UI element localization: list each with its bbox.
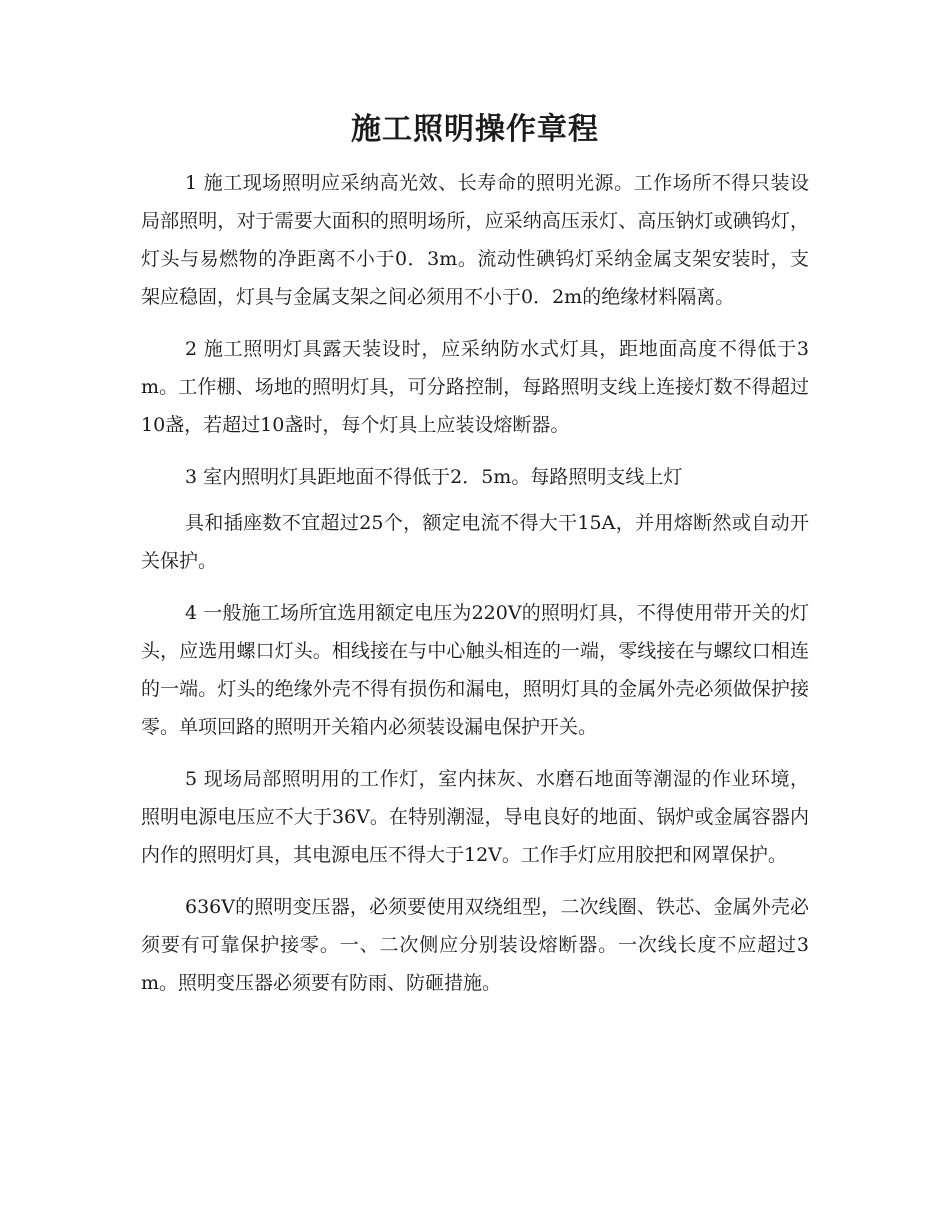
paragraph-2: 2 施工照明灯具露天装设时，应采纳防水式灯具，距地面高度不得低于3m。工作棚、场地的照明灯具，可分路控制，每路照明支线上连接灯数不得超过10盏，若超过10盏时，每个灯具上应装设熔断器。 [141,338,809,436]
document-body [141,164,809,1016]
paragraph-4: 4 一般施工场所宜选用额定电压为220V的照明灯具，不得使用带开关的灯头，应选用螺口灯头。相线接在与中心触头相连的一端，零线接在与螺纹口相连的一端。灯头的绝缘外壳不得有损伤和漏电，照明灯具的金属外壳必须做保护接零。单项回路的照明开关箱内必须装设漏电保护开关。 [141,602,809,738]
paragraph-1: 1 施工现场照明应采纳高光效、长寿命的照明光源。工作场所不得只装设局部照明，对于需要大面积的照明场所，应采纳高压汞灯、高压钠灯或碘钨灯，灯头与易燃物的净距离不小于0．3m。流动性碘钨灯采纳金属支架安装时，支架应稳固，灯具与金属支架之间必须用不小于0．2m的绝缘材料隔离。 [141,172,809,308]
paragraph-6: 636V的照明变压器，必须要使用双绕组型，二次线圈、铁芯、金属外壳必须要有可靠保护接零。一、二次侧应分别装设熔断器。一次线长度不应超过3m。照明变压器必须要有防雨、防砸措施。 [141,896,809,994]
paragraph-5: 5 现场局部照明用的工作灯，室内抹灰、水磨石地面等潮湿的作业环境，照明电源电压应不大于36V。在特别潮湿，导电良好的地面、锅炉或金属容器内内作的照明灯具，其电源电压不得大于12V。工作手灯应用胶把和网罩保护。 [141,768,809,866]
paragraph-3: 3 室内照明灯具距地面不得低于2．5m。每路照明支线上灯 [185,466,683,488]
document-title: 施工照明操作章程 [351,112,599,147]
paragraph-3-continued: 具和插座数不宜超过25个，额定电流不得大干15A，并用熔断然或自动开关保护。 [141,512,809,572]
